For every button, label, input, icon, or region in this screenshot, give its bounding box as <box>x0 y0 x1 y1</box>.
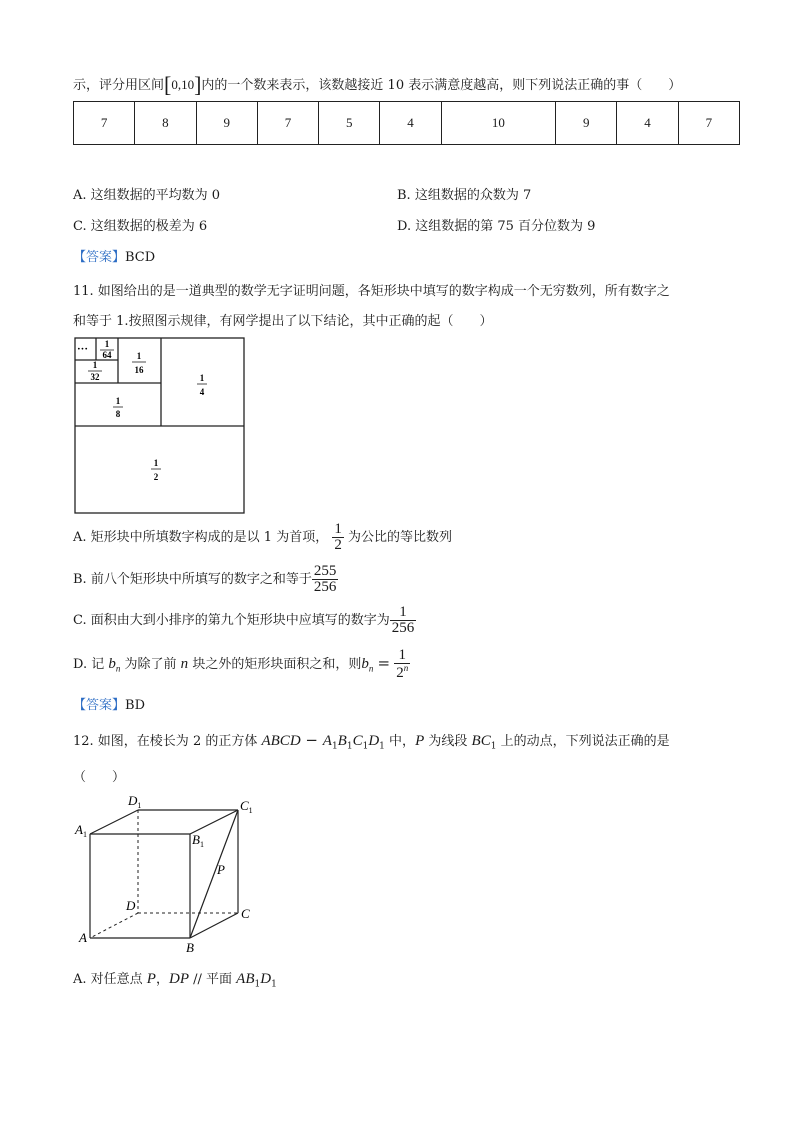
fraction-numerator: 1 <box>136 351 142 361</box>
option-text: ， <box>155 972 169 987</box>
fraction-denominator: 2 <box>153 472 159 482</box>
option-text: 块之外的矩形块面积之和，则 <box>192 657 362 672</box>
q12-option-a <box>73 968 277 990</box>
math-ab: AB <box>236 971 255 987</box>
q11-option-a <box>73 522 452 553</box>
stem-text: 12. 如图，在棱长为 2 的正方体 <box>73 734 258 749</box>
cube-figure <box>70 792 270 957</box>
score-cell: 9 <box>196 102 257 145</box>
q10-option-a: A. 这组数据的平均数为 0 <box>73 188 221 203</box>
answer-tag: 【答案】 <box>73 698 126 713</box>
q11-answer <box>73 694 145 713</box>
option-text: A. 对任意点 <box>73 972 143 987</box>
score-cell: 7 <box>74 102 135 145</box>
option-text: B. 前八个矩形块中所填写的数字之和等于 <box>73 572 312 587</box>
interval-value: 0,10 <box>171 77 195 92</box>
math-subscript: 1 <box>490 741 497 752</box>
q12-stem-line-1 <box>73 730 670 752</box>
math-n: n <box>180 656 189 672</box>
q10-option-b: B. 这组数据的众数为 7 <box>397 188 532 203</box>
math-a1: A <box>322 733 332 749</box>
math-b: b <box>108 656 116 672</box>
interval-close-bracket: ] <box>194 72 202 97</box>
score-cell: 9 <box>556 102 617 145</box>
math-d1: D <box>368 733 380 749</box>
option-text: A. 矩形块中所填数字构成的是以 1 为首项， <box>73 530 329 545</box>
fraction-numerator: 1 <box>199 373 205 383</box>
label-b: B <box>186 940 194 955</box>
fraction-denominator <box>394 664 410 681</box>
q10-stem-text-2: 内的一个数来表示，该数越接近 10 表示满意度越高，则下列说法正确的事（ ） <box>201 78 682 93</box>
answer-value: BD <box>125 698 145 713</box>
fraction-denominator: 256 <box>391 620 415 636</box>
q11-option-b <box>73 564 338 595</box>
power-base: 2 <box>396 665 404 681</box>
power-exponent: n <box>403 663 409 673</box>
fraction-denominator: 64 <box>102 350 112 360</box>
math-b: b <box>361 656 369 672</box>
cell-1-64 <box>100 339 114 360</box>
option-text: C. 面积由大到小排序的第九个矩形块中应填写的数字为 <box>73 613 390 628</box>
fraction-numerator: 255 <box>313 563 337 579</box>
math-subscript: 1 <box>271 979 277 990</box>
math-p: P <box>415 733 425 749</box>
score-cell: 4 <box>380 102 441 145</box>
math-subscript: 1 <box>379 741 385 752</box>
math-subscript: 1 <box>254 979 261 990</box>
option-text: // 平面 <box>188 972 237 987</box>
label-a: A <box>79 930 87 945</box>
math-subscript: n <box>115 663 121 674</box>
score-cell: 4 <box>617 102 678 145</box>
cell-1-16 <box>132 351 146 375</box>
table-row <box>74 102 740 145</box>
cell-1-2 <box>151 458 161 482</box>
fraction-numerator: 1 <box>153 458 159 468</box>
stem-text: 为线段 <box>428 734 468 749</box>
math-c1: C <box>352 733 363 749</box>
q11-stem-line-1: 11. 如图给出的是一道典型的数学无字证明问题，各矩形块中填写的数字构成一个无穷数列，所有数字之 <box>73 284 670 299</box>
equals-sign: = <box>377 654 391 672</box>
math-p: P <box>146 971 156 987</box>
math-d: D <box>260 971 272 987</box>
fraction-numerator: 1 <box>104 339 110 349</box>
score-cell: 7 <box>678 102 739 145</box>
fraction-numerator: 1 <box>394 648 410 664</box>
cell-1-32 <box>88 360 102 382</box>
math-dp: DP <box>168 971 189 987</box>
fraction-denominator: 2 <box>334 537 342 553</box>
option-text: D. 记 <box>73 657 105 672</box>
math-b1: B <box>337 733 347 749</box>
label-c1: $C_1$ <box>240 798 253 815</box>
fraction-1-256 <box>390 605 417 636</box>
math-subscript: 1 <box>362 741 369 752</box>
q11-option-c <box>73 605 416 636</box>
ellipsis-dots: ··· <box>77 343 89 355</box>
fraction-denominator: 32 <box>90 372 100 382</box>
option-text: 为公比的等比数列 <box>347 530 452 545</box>
interval-open-bracket: [ <box>164 72 172 97</box>
minus-sign: − <box>300 731 323 749</box>
label-d1: $D_1$ <box>128 793 142 810</box>
label-c: C <box>241 906 250 921</box>
fraction-numerator: 1 <box>390 605 417 621</box>
fraction-denominator: 8 <box>115 409 121 419</box>
stem-text: 上的动点，下列说法正确的是 <box>500 734 670 749</box>
label-p: P <box>217 862 225 877</box>
fraction-denominator: 16 <box>134 365 144 375</box>
score-cell: 5 <box>319 102 380 145</box>
option-text: 为除了前 <box>124 657 177 672</box>
q10-stem <box>73 72 681 98</box>
cell-1-8 <box>113 396 123 419</box>
cell-1-4 <box>197 373 207 397</box>
label-b1: $B_1$ <box>192 832 204 849</box>
q11-option-d <box>73 648 410 681</box>
score-cell: 7 <box>257 102 318 145</box>
fraction-denominator: 4 <box>199 387 205 397</box>
q10-answer <box>73 246 155 265</box>
fraction-denominator: 256 <box>313 579 337 595</box>
score-cell: 8 <box>135 102 196 145</box>
q10-option-c: C. 这组数据的极差为 6 <box>73 219 208 234</box>
q12-stem-line-2: （ ） <box>73 770 126 785</box>
math-abcd: ABCD <box>261 733 301 749</box>
q10-option-d: D. 这组数据的第 75 百分位数为 9 <box>397 219 596 234</box>
answer-value: BCD <box>125 250 156 265</box>
fraction-1-2 <box>332 522 344 553</box>
q10-stem-text-1: 示，评分用区间 <box>73 78 165 93</box>
fraction-numerator: 1 <box>115 396 121 406</box>
math-bc: BC <box>471 733 491 749</box>
answer-tag: 【答案】 <box>73 250 126 265</box>
math-subscript: 1 <box>346 741 353 752</box>
fraction-1-over-2n <box>394 648 410 681</box>
scores-table <box>73 101 740 145</box>
math-subscript: n <box>368 663 374 674</box>
fraction-numerator: 1 <box>92 360 98 370</box>
fraction-numerator: 1 <box>334 521 342 537</box>
math-subscript: 1 <box>331 741 338 752</box>
q11-stem-line-2: 和等于 1.按照图示规律，有网学提出了以下结论，其中正确的起（ ） <box>73 314 493 329</box>
geometric-series-figure <box>74 337 246 515</box>
label-a1: $A_1$ <box>75 822 87 839</box>
stem-text: 中， <box>389 734 416 749</box>
fraction-255-256 <box>312 564 339 595</box>
label-d: D <box>126 898 136 913</box>
score-cell: 10 <box>441 102 555 145</box>
